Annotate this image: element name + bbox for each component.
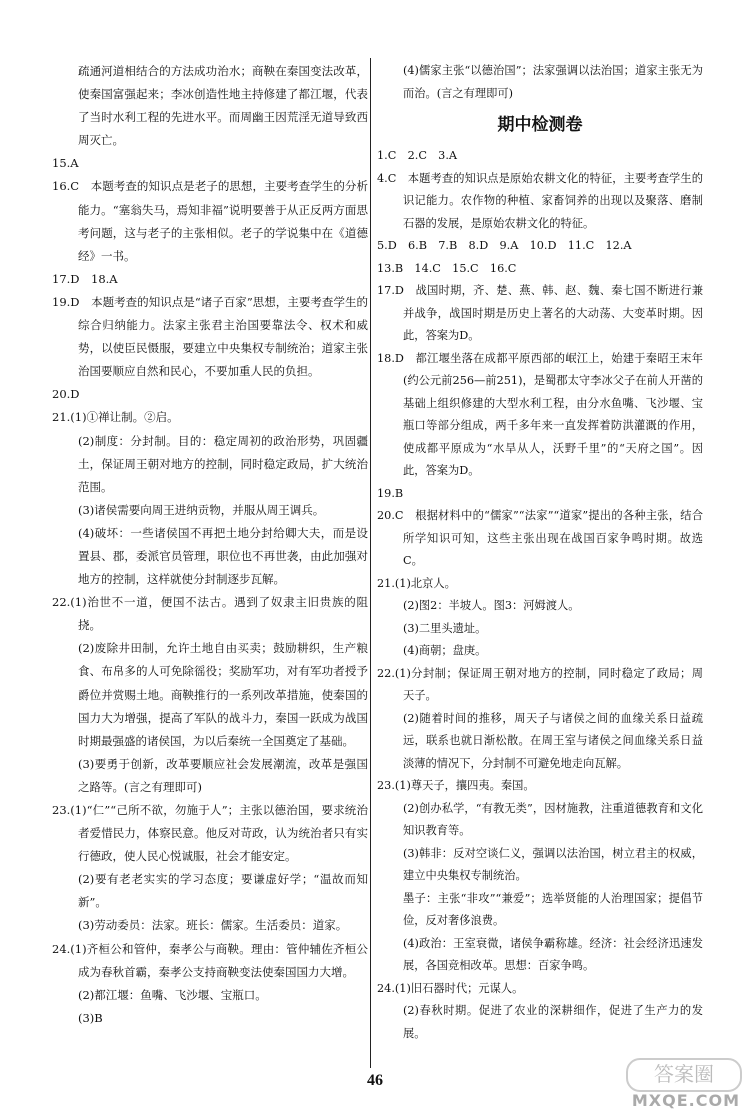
answer-line: (2)创办私学，“有教无类”，因材施教，注重道德教育和文化知识教育等。: [403, 801, 703, 837]
answer-line: 15.A: [52, 156, 79, 171]
answer-item: [52, 799, 368, 938]
answer-line: 21.(1)①禅让制。②启。: [52, 410, 179, 425]
answer-line: (3)诸侯需要向周王进纳贡物，并服从周王调兵。: [78, 502, 325, 517]
answer-line: 20.D: [52, 387, 80, 402]
answer-line: (4)政治：王室衰微，诸侯争霸称雄。经济：社会经济迅速发展，各国竞相改革。思想：百家争鸣。: [403, 936, 703, 972]
answer-line: 22.(1)治世不一道，便国不法古。遇到了奴隶主旧贵族的阻挠。: [52, 595, 368, 633]
answer-item: [377, 573, 703, 663]
answer-line: 16.C 本题考查的知识点是老子的思想，主要考查学生的分析能力。“塞翁失马，焉知非福”说明要善于从正反两方面思考问题，这与老子的主张相似。老子的学说集中在《道德经》一书。: [52, 179, 368, 263]
answer-line: 疏通河道相结合的方法成功治水；商鞅在秦国变法改革，使秦国富强起来；李冰创造性地主持修建了都江堰，代表了当时水利工程的先进水平。而周幽王因荒淫无道导致西周灭亡。: [78, 64, 368, 148]
answer-line: (3)韩非：反对空谈仁义，强调以法治国，树立君主的权威，建立中央集权专制统治。: [403, 846, 703, 882]
answer-line: (4)商朝；盘庚。: [403, 644, 487, 657]
answer-line: 19.B: [377, 486, 404, 500]
answer-line: 18.D 都江堰坐落在成都平原西部的岷江上，始建于秦昭王末年(约公元前256—前251)，是蜀郡太守李冰父子在前人开凿的基础上组织修建的大型水利工程，由分水鱼嘴、飞沙堰、宝瓶口等部分组成，两千多年来一直发挥着防洪灌溉的作用，使成都平原成为“水旱从人，沃野千里”的“天府之国”。因此，答案为D。: [377, 351, 703, 477]
left-column: [52, 60, 368, 1030]
page-number: 46: [367, 1072, 383, 1089]
answer-line: 17.D 18.A: [52, 271, 118, 286]
watermark-bottom-text: MXQE.COM: [631, 1091, 740, 1110]
answer-item: [52, 291, 368, 383]
watermark-top-text: 答案圈: [626, 1058, 742, 1092]
answer-line: (4)破坏：一些诸侯国不再把土地分封给卿大夫，而是设置县、郡，委派官员管理，职位也不再世袭，由此加强对地方的控制，这样就使分封制逐步瓦解。: [78, 525, 368, 587]
answer-line: 23.(1)“仁”“己所不欲，勿施于人”；主张以德治国，要求统治者爱惜民力，体察民意。他反对苛政，认为统治者只有实行德政，使人民心悦诚服，社会才能安定。: [52, 803, 368, 864]
answer-line: 19.D 本题考查的知识点是“诸子百家”思想，主要考查学生的综合归纳能力。法家主张君主治国要靠法令、权术和威势，以使臣民慑服，要建立中央集权专制统治；道家主张治国要顺应自然和民心，不要加重人民的负担。: [52, 294, 368, 379]
answer-item: [377, 258, 703, 281]
answer-item: [52, 152, 368, 175]
answer-line: (2)废除井田制，允许土地自由买卖；鼓励耕织，生产粮食、布帛多的人可免除徭役；奖励军功，对有军功者授予爵位并赏赐土地。商鞅推行的一系列改革措施，使秦国的国力大为增强，提高了军队的战斗力，秦国一跃成为战国时期最强盛的诸侯国，为以后秦统一全国奠定了基础。: [78, 641, 368, 748]
answer-line: 17.D 战国时期，齐、楚、燕、韩、赵、魏、秦七国不断进行兼并战争，战国时期是历史上著名的大动荡、大变革时期。因此，答案为D。: [377, 284, 703, 342]
answer-item: [377, 235, 703, 258]
answer-line: (2)制度：分封制。目的：稳定周初的政治形势，巩固疆土，保证周王朝对地方的控制，同时稳定政局，扩大统治范围。: [78, 433, 368, 494]
answer-line: 4.C 本题考查的知识点是原始农耕文化的特征，主要考查学生的识记能力。农作物的种植、家畜饲养的出现以及聚落、磨制石器的发展，是原始农耕文化的特征。: [377, 171, 703, 230]
answer-line: 20.C 根据材料中的“儒家”“法家”“道家”提出的各种主张，结合所学知识可知，这些主张出现在战国百家争鸣时期。故选C。: [377, 509, 703, 567]
answer-line: 5.D 6.B 7.B 8.D 9.A 10.D 11.C 12.A: [377, 239, 632, 252]
answer-item: [377, 483, 703, 506]
answer-item: [377, 505, 703, 573]
answer-item: [377, 978, 703, 1046]
answer-item: [377, 348, 703, 483]
answer-line: 23.(1)尊天子，攘四夷。秦国。: [377, 779, 535, 792]
answer-line: (3)要勇于创新，改革要顺应社会发展潮流，改革是强国之路等。(言之有理即可): [78, 756, 368, 794]
answer-item: [52, 938, 368, 1030]
answer-item: [377, 280, 703, 348]
answer-item: [52, 383, 368, 406]
answer-line: (2)图2：半坡人。图3：河姆渡人。: [403, 599, 580, 612]
answer-item: [52, 60, 368, 152]
answer-item: [377, 663, 703, 776]
answer-line: (2)都江堰：鱼嘴、飞沙堰、宝瓶口。: [78, 987, 267, 1002]
answer-item: [377, 60, 703, 105]
answer-line: 22.(1)分封制；保证周王朝对地方的控制，同时稳定了政局；周天子。: [377, 666, 703, 702]
answer-line: 13.B 14.C 15.C 16.C: [377, 261, 517, 275]
section-title: 期中检测卷: [497, 115, 583, 135]
answer-line: 墨子：主张“非攻”“兼爱”；选举贤能的人治理国家；提倡节俭，反对奢侈浪费。: [403, 891, 703, 927]
answer-line: (3)二里头遗址。: [403, 621, 487, 635]
answer-item: [52, 591, 368, 799]
answer-line: (2)春秋时期。促进了农业的深耕细作，促进了生产力的发展。: [403, 1004, 703, 1040]
answer-item: [52, 175, 368, 267]
answer-line: 21.(1)北京人。: [377, 576, 456, 590]
watermark-logo: [622, 1058, 742, 1110]
answer-line: (3)劳动委员：法家。班长：儒家。生活委员：道家。: [78, 918, 348, 933]
answer-item: [52, 406, 368, 591]
answer-item: [52, 268, 368, 291]
answer-line: (3)B: [78, 1010, 103, 1025]
answer-line: (2)随着时间的推移，周天子与诸侯之间的血缘关系日益疏远，联系也就日渐松散。在周王室与诸侯之间血缘关系日益淡薄的情况下，分封制不可避免地走向瓦解。: [403, 711, 703, 770]
answer-item: [377, 145, 703, 168]
right-column: [377, 60, 703, 1045]
answer-line: (4)儒家主张“以德治国”；法家强调以法治国；道家主张无为而治。(言之有理即可): [403, 64, 703, 100]
answer-item: [377, 168, 703, 236]
column-divider: [370, 58, 371, 1068]
answer-line: 24.(1)旧石器时代；元谋人。: [377, 981, 524, 995]
answer-line: 24.(1)齐桓公和管仲，秦孝公与商鞅。理由：管仲辅佐齐桓公成为春秋首霸，秦孝公支持商鞅变法使秦国国力大增。: [52, 941, 368, 979]
answer-line: 1.C 2.C 3.A: [377, 149, 458, 162]
answer-line: (2)要有老老实实的学习态度；要谦虚好学；“温故而知新”。: [78, 872, 368, 910]
answer-item: [377, 775, 703, 978]
